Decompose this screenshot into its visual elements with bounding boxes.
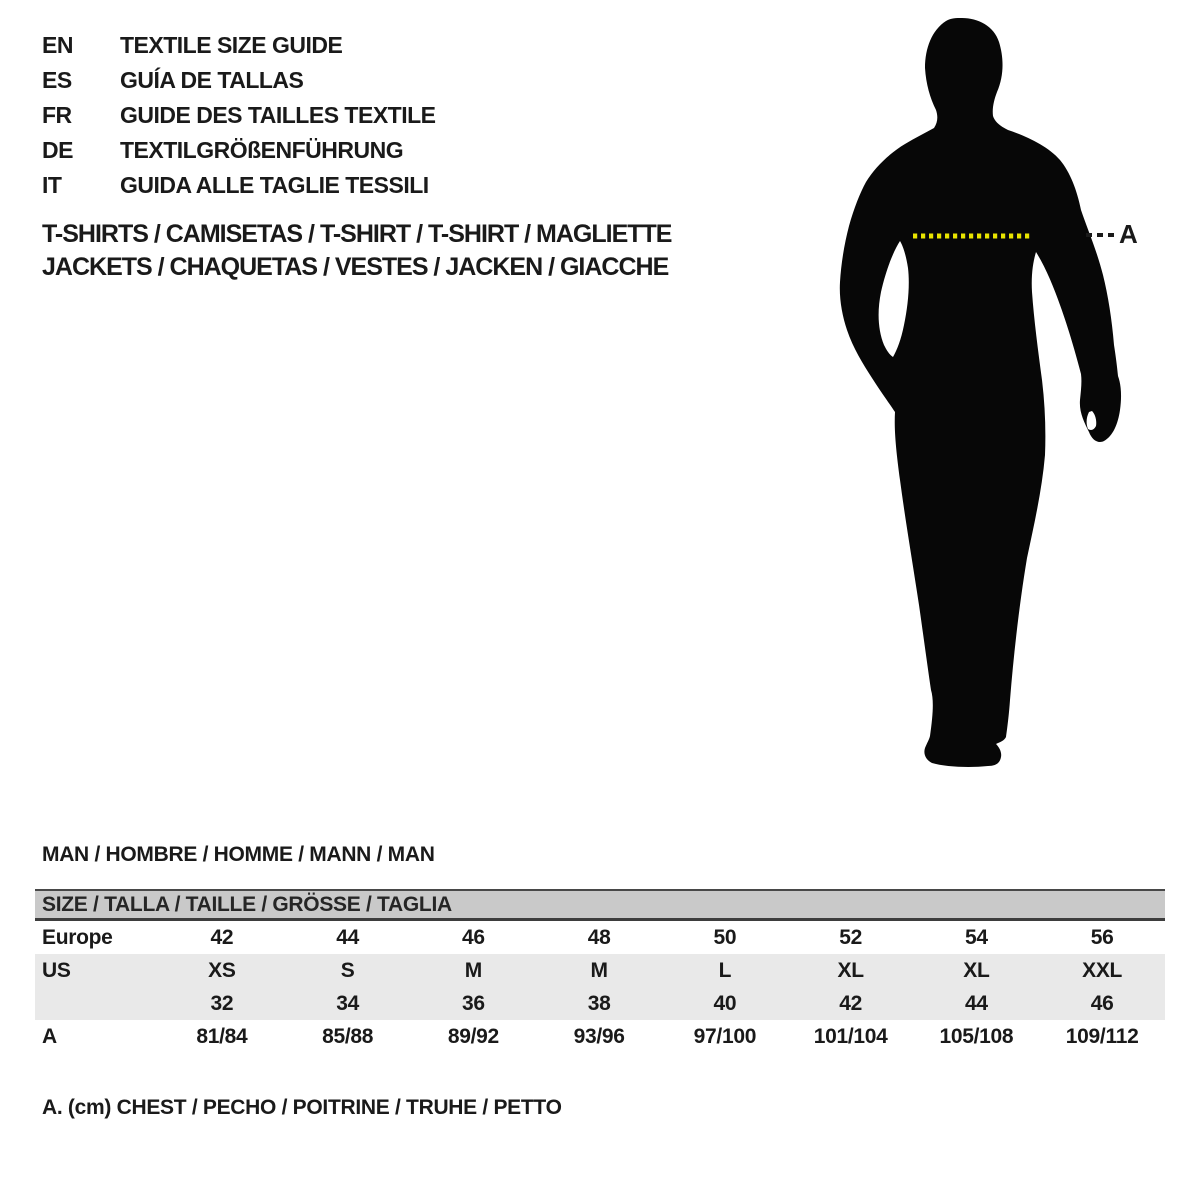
man-silhouette — [840, 18, 1121, 767]
size-cell: M — [464, 958, 482, 982]
size-table-body — [35, 921, 1165, 1053]
language-code: FR — [42, 102, 72, 128]
size-cell: 52 — [839, 925, 862, 949]
language-title: GUÍA DE TALLAS — [120, 67, 304, 93]
size-cell: 101/104 — [813, 1024, 888, 1048]
size-row-label: Europe — [42, 925, 113, 949]
size-cell: 32 — [210, 991, 234, 1015]
language-title: TEXTILGRÖßENFÜHRUNG — [120, 137, 404, 163]
size-table-row — [35, 1020, 1165, 1053]
size-cell: M — [590, 958, 608, 982]
size-cell: 44 — [964, 991, 988, 1015]
measurement-footnote: A. (cm) CHEST / PECHO / POITRINE / TRUHE / PETTO — [42, 1096, 562, 1119]
product-type-line: T-SHIRTS / CAMISETAS / T-SHIRT / T-SHIRT / MAGLIETTE — [42, 220, 672, 248]
size-table-header: SIZE / TALLA / TAILLE / GRÖSSE / TAGLIA — [35, 889, 1165, 921]
size-cell: 46 — [461, 925, 485, 949]
size-cell: 93/96 — [573, 1024, 625, 1048]
language-code: EN — [42, 32, 73, 58]
size-row-label: A — [42, 1024, 57, 1048]
size-cell: 97/100 — [693, 1024, 757, 1048]
measure-point-label: A — [1119, 219, 1138, 249]
size-cell: 40 — [713, 991, 737, 1015]
product-type-line: JACKETS / CHAQUETAS / VESTES / JACKEN / GIACCHE — [42, 253, 669, 281]
size-cell: 56 — [1090, 925, 1114, 949]
size-cell: 48 — [587, 925, 611, 949]
size-cell: 54 — [964, 925, 988, 949]
language-title: TEXTILE SIZE GUIDE — [120, 32, 343, 58]
size-cell: L — [718, 958, 732, 982]
size-cell: 85/88 — [322, 1024, 374, 1048]
size-row-label: US — [42, 958, 71, 982]
language-code: ES — [42, 67, 72, 93]
size-table-row — [35, 921, 1165, 954]
size-cell: 34 — [336, 991, 359, 1015]
size-table — [35, 889, 1165, 1053]
language-title: GUIDE DES TAILLES TEXTILE — [120, 102, 436, 128]
size-cell: 42 — [839, 991, 862, 1015]
size-table-row — [35, 987, 1165, 1020]
size-table-row — [35, 954, 1165, 987]
size-cell: 36 — [461, 991, 485, 1015]
size-cell: XL — [837, 958, 864, 982]
size-cell: XL — [963, 958, 990, 982]
size-cell: 50 — [713, 925, 737, 949]
size-cell: 109/112 — [1065, 1024, 1139, 1048]
language-title: GUIDA ALLE TAGLIE TESSILI — [120, 172, 429, 198]
size-cell: XS — [208, 958, 236, 982]
size-cell: 105/108 — [939, 1024, 1014, 1048]
section-label: MAN / HOMBRE / HOMME / MANN / MAN — [42, 843, 435, 866]
size-cell: 89/92 — [447, 1024, 499, 1048]
size-cell: 81/84 — [196, 1024, 248, 1048]
language-code: IT — [42, 172, 62, 198]
size-cell: 44 — [336, 925, 359, 949]
size-cell: 42 — [210, 925, 234, 949]
size-cell: S — [340, 958, 355, 982]
size-cell: 46 — [1090, 991, 1114, 1015]
language-code: DE — [42, 137, 73, 163]
size-cell: 38 — [587, 991, 611, 1015]
size-cell: XXL — [1082, 958, 1123, 982]
